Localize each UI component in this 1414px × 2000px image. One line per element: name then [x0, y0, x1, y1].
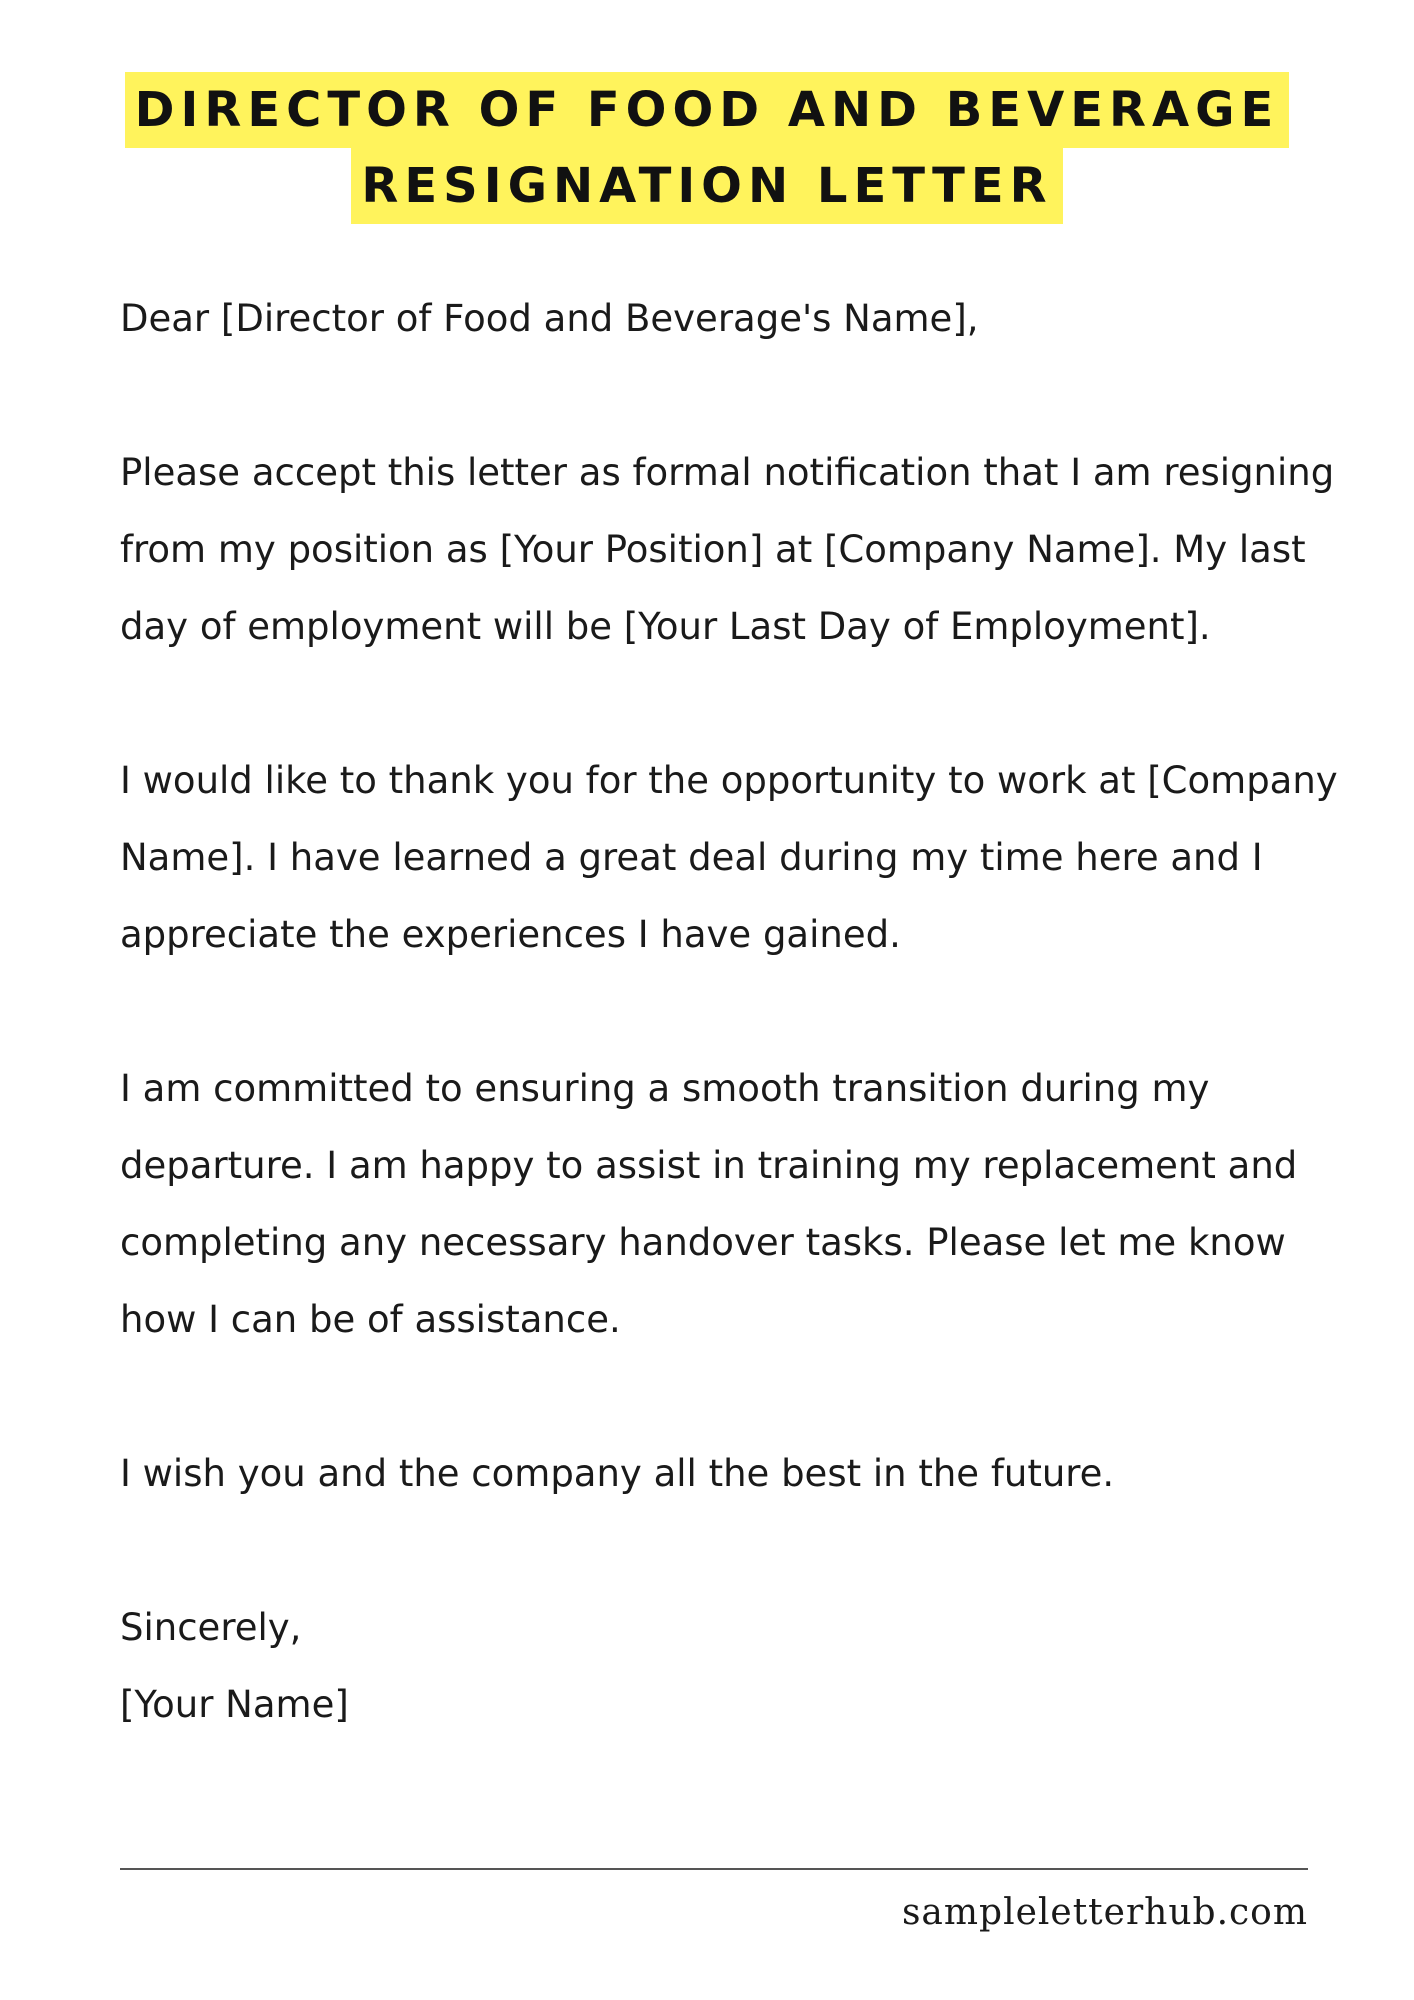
paragraph-gratitude: I would like to thank you for the opportunity to work at [Company Name]. I have learned a great deal during my time here and I appreciate the experiences I have gained. [120, 759, 1338, 956]
title-line-2: RESIGNATION LETTER [351, 148, 1062, 224]
salutation: Dear [Director of Food and Beverage's Name], [120, 297, 979, 340]
closing: Sincerely, [120, 1606, 302, 1649]
letter-title [0, 72, 1414, 224]
paragraph-best-wishes: I wish you and the company all the best in the future. [120, 1452, 1115, 1495]
signature-placeholder: [Your Name] [120, 1683, 349, 1726]
footer-divider [120, 1868, 1308, 1870]
site-url: sampleletterhub.com [901, 1892, 1308, 1933]
title-line-1: DIRECTOR OF FOOD AND BEVERAGE [125, 72, 1290, 148]
paragraph-transition: I am committed to ensuring a smooth transition during my departure. I am happy to assist in training my replacement and completing any necessary handover tasks. Please let me know how I can be of assistance. [120, 1067, 1298, 1341]
paragraph-resignation-notice: Please accept this letter as formal notification that I am resigning from my position as [Your Position] at [Company Name]. My last day of employment will be [Your Last Day of Employment]. [120, 451, 1335, 648]
letter-body [120, 280, 1350, 1743]
